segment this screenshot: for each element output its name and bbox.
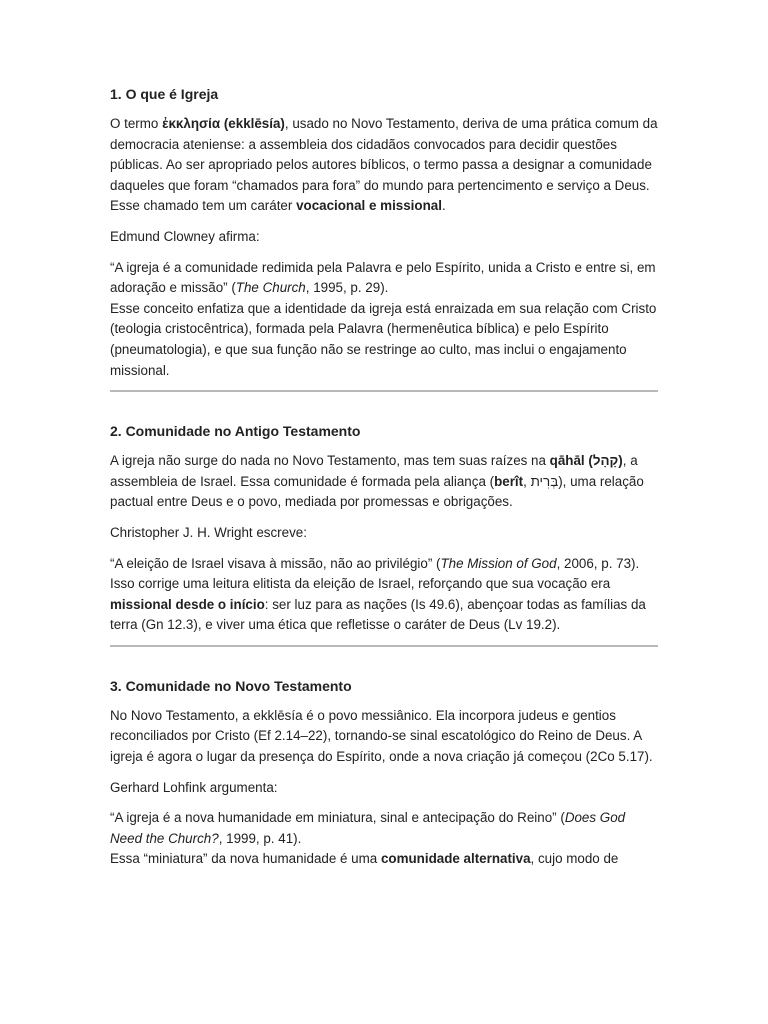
section-3-intro: No Novo Testamento, a ekklēsía é o povo messiânico. Ela incorpora judeus e gentios reconciliados por Cristo (Ef 2.14–22), tornando-se sinal escatológico do Reino de Deus. A igreja é agora o lugar da presença do Espírito, onde a nova criação já começou (2Co 5.17).	[110, 707, 653, 765]
document-page	[110, 84, 658, 870]
term-qahal: qāhāl (קָהָל)	[549, 453, 623, 469]
section-2-comment: Isso corrige uma leitura elitista da eleição de Israel, reforçando que sua vocação era missional desde o início: ser luz para as nações (Is 49.6), abençoar todas as famílias da terra (Gn 12.3), e viver uma ética que refletisse o caráter de Deus (Lv 19.2).	[110, 576, 646, 633]
section-3-heading: 3. Comunidade no Novo Testamento	[110, 677, 352, 694]
section-divider	[110, 645, 658, 647]
section-1-quote: “A igreja é a comunidade redimida pela Palavra e pelo Espírito, unida a Cristo e entre si, em adoração e missão” (The Church, 1995, p. 29).	[110, 259, 656, 296]
section-1-heading: 1. O que é Igreja	[110, 86, 219, 102]
work-title: The Mission of God	[440, 555, 557, 571]
section-3-quote: “A igreja é a nova humanidade em miniatura, sinal e antecipação do Reino” (Does God Need the Church?, 1999, p. 41).	[110, 810, 626, 846]
term-ekklesia: ἐκκλησία (ekklēsía)	[162, 116, 285, 131]
emphasis-alternativa: comunidade alternativa	[380, 851, 531, 867]
section-divider	[110, 390, 658, 392]
section-1-intro: O termo ἐκκλησία (ekklēsía), usado no Novo Testamento, deriva de uma prática comum da democracia ateniense: a assembleia dos cidadãos convocados para decidir questões públicas. Ao ser apropriado pelos autores bíblicos, o termo passa a designar a comunidade daqueles que foram “chamados para fora” do mundo para pertencimento e serviço a Deus. Esse chamado tem um caráter vocacional e missional.	[110, 116, 658, 214]
term-berit: berît	[494, 473, 524, 489]
section-1-citation-intro: Edmund Clowney afirma:	[110, 228, 260, 244]
emphasis-vocacional: vocacional e missional	[296, 198, 442, 214]
work-title: Does God Need the Church?	[110, 810, 626, 846]
section-2-intro: A igreja não surge do nada no Novo Testamento, mas tem suas raízes na qāhāl (קָהָל), a assembleia de Israel. Essa comunidade é formada pela aliança (berît, בְּרִית), uma relação pactual entre Deus e o povo, mediada por promessas e obrigações.	[110, 453, 644, 510]
section-2-citation-intro: Christopher J. H. Wright escreve:	[110, 524, 307, 540]
emphasis-missional: missional desde o início	[110, 596, 265, 612]
section-3-citation-intro: Gerhard Lohfink argumenta:	[110, 779, 278, 795]
work-title: The Church	[235, 280, 306, 296]
section-2-heading: 2. Comunidade no Antigo Testamento	[110, 423, 361, 440]
section-2-quote: “A eleição de Israel visava à missão, não ao privilégio” (The Mission of God, 2006, p. 73).	[110, 555, 640, 571]
section-1-comment: Esse conceito enfatiza que a identidade da igreja está enraizada em sua relação com Cristo (teologia cristocêntrica), formada pela Palavra (hermenêutica bíblica) e pelo Espírito (pneumatologia), e que sua função não se restringe ao culto, mas inclui o engajamento missional.	[110, 300, 657, 378]
section-3-comment: Essa “miniatura” da nova humanidade é uma comunidade alternativa, cujo modo de	[110, 851, 619, 867]
